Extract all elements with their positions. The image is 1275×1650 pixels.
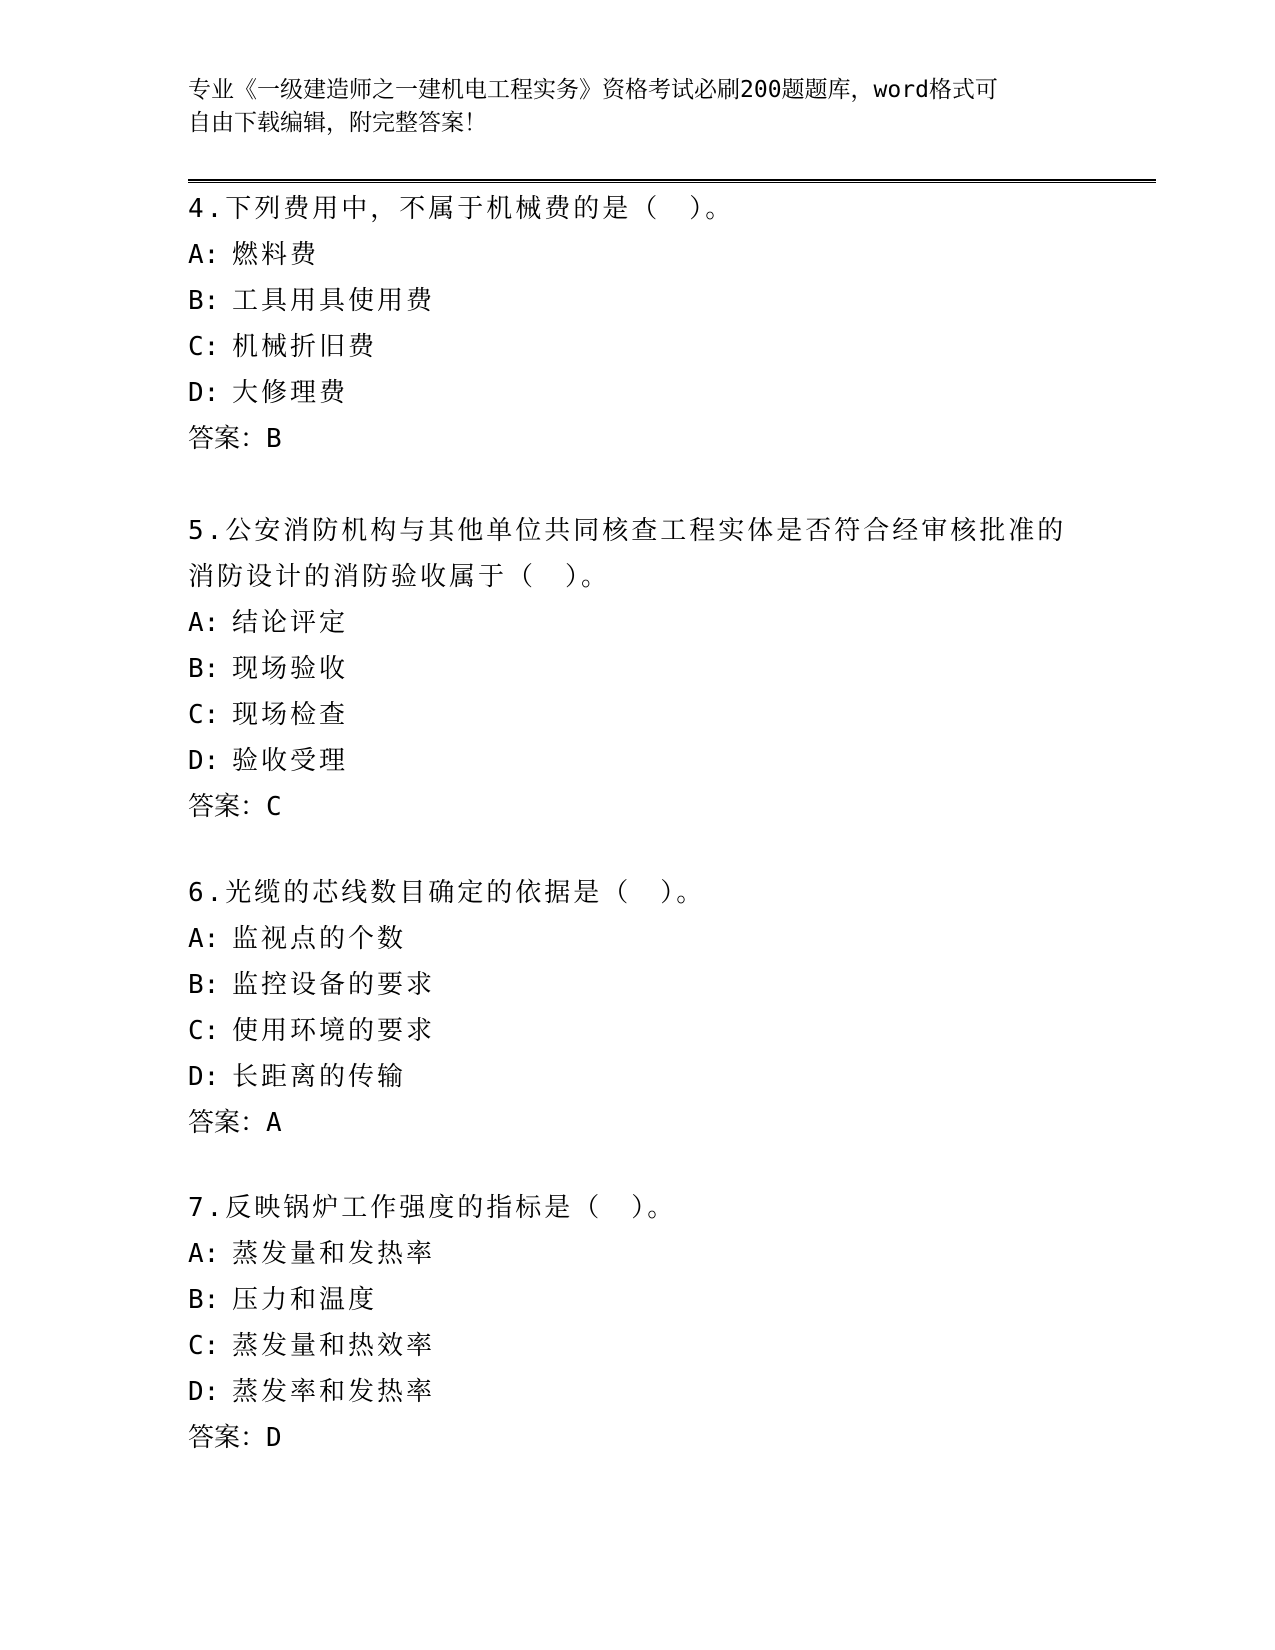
option-text: 压力和温度 [232, 1285, 378, 1315]
option-letter: A: [188, 240, 220, 270]
option-text: 蒸发量和发热率 [232, 1239, 436, 1269]
answer-text: 答案：C [188, 792, 282, 822]
header-line-1: 专业《一级建造师之一建机电工程实务》资格考试必刷200题题库，word格式可 [188, 77, 998, 103]
option-a [188, 916, 1088, 962]
option-a [188, 232, 1088, 278]
option-letter: A: [188, 608, 220, 638]
option-text: 现场验收 [232, 654, 349, 684]
option-letter: B: [188, 970, 220, 1000]
header-divider [188, 179, 1156, 183]
question-5 [188, 508, 1088, 830]
option-letter: D: [188, 378, 220, 408]
option-letter: B: [188, 286, 220, 316]
option-text: 监视点的个数 [232, 924, 407, 954]
option-text: 蒸发量和热效率 [232, 1331, 436, 1361]
option-b [188, 962, 1088, 1008]
question-text: 4.下列费用中，不属于机械费的是（ ）。 [188, 194, 735, 224]
option-letter: D: [188, 1062, 220, 1092]
option-text: 燃料费 [232, 240, 320, 270]
option-d [188, 1369, 1088, 1415]
option-a [188, 600, 1088, 646]
option-c [188, 1323, 1088, 1369]
answer-text: 答案：D [188, 1423, 282, 1453]
option-d [188, 1054, 1088, 1100]
question-text: 5.公安消防机构与其他单位共同核查工程实体是否符合经审核批准的消防设计的消防验收属于（ ）。 [188, 516, 1067, 592]
question-text: 6.光缆的芯线数目确定的依据是（ ）。 [188, 878, 706, 908]
answer-text: 答案：B [188, 424, 282, 454]
option-letter: A: [188, 924, 220, 954]
option-text: 使用环境的要求 [232, 1016, 436, 1046]
answer-text: 答案：A [188, 1108, 282, 1138]
option-letter: B: [188, 654, 220, 684]
option-c [188, 692, 1088, 738]
question-6 [188, 870, 1088, 1146]
option-text: 现场检查 [232, 700, 349, 730]
option-letter: B: [188, 1285, 220, 1315]
option-letter: C: [188, 332, 220, 362]
question-text: 7.反映锅炉工作强度的指标是（ ）。 [188, 1193, 677, 1223]
question-4 [188, 186, 1088, 462]
option-text: 长距离的传输 [232, 1062, 407, 1092]
option-c [188, 324, 1088, 370]
option-a [188, 1231, 1088, 1277]
option-d [188, 738, 1088, 784]
header-line-2: 自由下载编辑，附完整答案！ [188, 110, 487, 136]
option-b [188, 1277, 1088, 1323]
option-letter: C: [188, 1016, 220, 1046]
option-text: 大修理费 [232, 378, 349, 408]
option-text: 机械折旧费 [232, 332, 378, 362]
option-letter: C: [188, 700, 220, 730]
option-c [188, 1008, 1088, 1054]
document-header [188, 74, 1068, 140]
option-text: 蒸发率和发热率 [232, 1377, 436, 1407]
option-b [188, 278, 1088, 324]
option-letter: A: [188, 1239, 220, 1269]
option-text: 验收受理 [232, 746, 349, 776]
option-text: 工具用具使用费 [232, 286, 436, 316]
option-letter: D: [188, 1377, 220, 1407]
option-text: 结论评定 [232, 608, 349, 638]
question-7 [188, 1185, 1088, 1461]
option-letter: C: [188, 1331, 220, 1361]
option-text: 监控设备的要求 [232, 970, 436, 1000]
option-letter: D: [188, 746, 220, 776]
option-b [188, 646, 1088, 692]
option-d [188, 370, 1088, 416]
